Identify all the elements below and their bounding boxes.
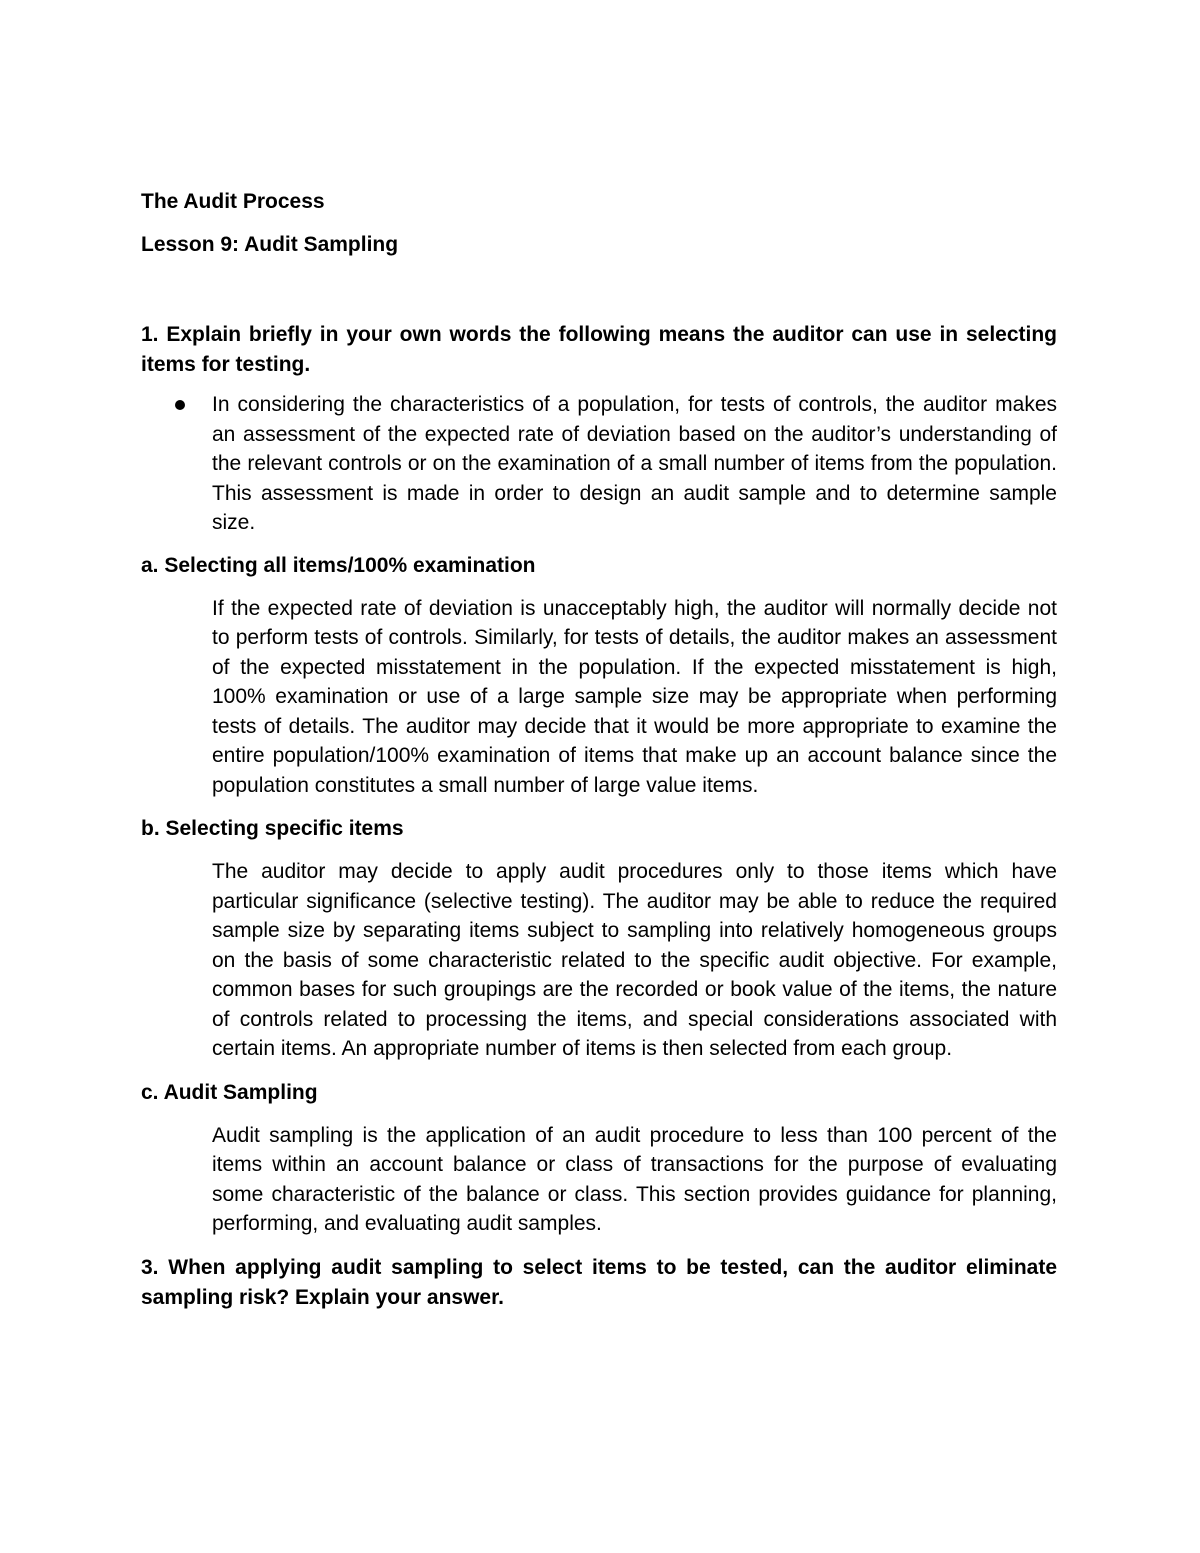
bullet-list [141, 390, 1057, 538]
document-content [141, 187, 1057, 1323]
document-title: The Audit Process [141, 190, 325, 213]
section-a-heading: a. Selecting all items/100% examination [141, 553, 536, 577]
section-b-heading: b. Selecting specific items [141, 817, 404, 840]
bullet-dot-icon [175, 400, 185, 410]
section-c-heading: c. Audit Sampling [141, 1080, 318, 1104]
section-c-body: Audit sampling is the application of an audit procedure to less than 100 percent of the items within an account balance or class of transactions for the purpose of evaluating some characteristic of the balance or class. This section provides guidance for planning, performing, and evaluating audit samples. [212, 1123, 1057, 1235]
question-3: 3. When applying audit sampling to select items to be tested, can the auditor eliminate sampling risk? Explain your answer. [141, 1255, 1057, 1309]
question-1: 1. Explain briefly in your own words the following means the auditor can use in selecting items for testing. [141, 323, 1057, 376]
bullet-item [141, 390, 1057, 538]
lesson-title: Lesson 9: Audit Sampling [141, 233, 399, 256]
section-b-body: The auditor may decide to apply audit procedures only to those items which have particular significance (selective testing). The auditor may be able to reduce the required sample size by separating items subject to sampling into relatively homogeneous groups on the basis of some characteristic related to the specific audit objective. For example, common bases for such groupings are the recorded or book value of the items, the nature of controls related to processing the items, and special considerations associated with certain items. An appropriate number of items is then selected from each group. [212, 860, 1057, 1060]
section-a-body: If the expected rate of deviation is unacceptably high, the auditor will normally decide not to perform tests of controls. Similarly, for tests of details, the auditor makes an assessment of the expected misstatement in the population. If the expected misstatement is high, 100% examination or use of a large sample size may be appropriate when performing tests of details. The auditor may decide that it would be more appropriate to examine the entire population/100% examination of items that make up an account balance since the population constitutes a small number of large value items. [212, 596, 1057, 797]
bullet-text: In considering the characteristics of a population, for tests of controls, the auditor makes an assessment of the expected rate of deviation based on the auditor’s understanding of the relevant controls or on the examination of a small number of items from the population. This assessment is made in order to design an audit sample and to determine sample size. [212, 393, 1057, 534]
